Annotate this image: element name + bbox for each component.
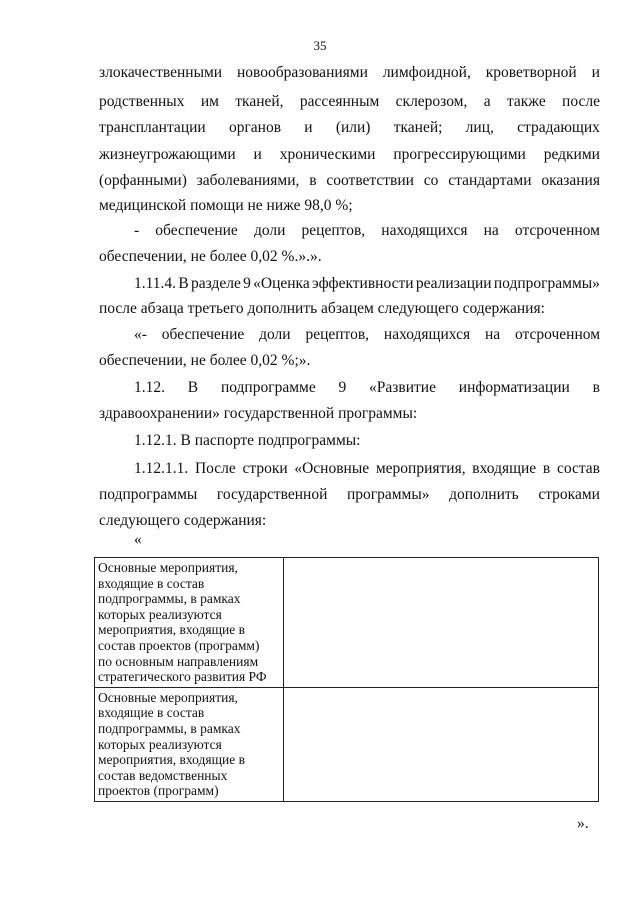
cell-text-line: подпрограммы, в рамках bbox=[98, 591, 241, 607]
text-word: мероприятия, bbox=[375, 460, 466, 477]
text-word: дополнить bbox=[449, 486, 519, 503]
text-word: «- bbox=[134, 326, 147, 343]
text-word: злокачественными bbox=[99, 64, 223, 81]
cell-text-line: мероприятия, входящие в bbox=[98, 752, 245, 768]
inserted-table bbox=[94, 557, 599, 802]
text-word: жизнеугрожающими bbox=[99, 146, 236, 163]
text-word: строками bbox=[538, 486, 600, 503]
text-line bbox=[134, 326, 600, 344]
text-word: состав bbox=[556, 460, 600, 477]
text-word: «Оценка bbox=[253, 275, 310, 292]
text-word: находящихся bbox=[383, 326, 471, 343]
text-word: рецептов, bbox=[305, 326, 370, 343]
text-word: 1.12. bbox=[134, 379, 165, 396]
text-word: медицинской помощи не ниже 98,0 %; bbox=[99, 197, 353, 214]
cell-text-line: входящие в состав bbox=[98, 575, 205, 591]
text-word: программы» bbox=[346, 486, 430, 503]
text-word: 1.12.1. В паспорте подпрограммы: bbox=[134, 432, 361, 449]
table-label-cell bbox=[95, 687, 284, 801]
text-word: 1.12.1.1. bbox=[134, 460, 189, 477]
quote-open-mark: « bbox=[134, 531, 142, 548]
cell-text-line: состав ведомственных bbox=[98, 767, 228, 783]
table-label-cell bbox=[95, 558, 284, 688]
text-word: рассеянным bbox=[299, 93, 380, 110]
cell-text-line: Основные мероприятия, bbox=[98, 560, 238, 575]
text-word: органов bbox=[228, 119, 282, 136]
text-word: стандартами bbox=[448, 172, 532, 189]
cell-text-line: мероприятия, входящие в bbox=[98, 622, 245, 638]
text-word: 1.11.4. bbox=[134, 275, 177, 292]
text-line bbox=[134, 222, 600, 240]
text-word: на bbox=[484, 326, 501, 343]
text-word: здравоохранении» государственной программы: bbox=[99, 405, 418, 422]
text-word: родственных bbox=[99, 93, 185, 110]
cell-text-line: входящие в состав bbox=[98, 705, 205, 721]
text-word: со bbox=[423, 172, 439, 189]
text-word: кроветворной bbox=[485, 64, 577, 81]
text-word: входящие bbox=[472, 460, 537, 477]
cell-text-line: которых реализуются bbox=[98, 736, 222, 752]
text-word: в bbox=[309, 172, 317, 189]
text-line bbox=[99, 119, 600, 137]
text-line bbox=[134, 460, 600, 478]
text-word: «Развитие bbox=[369, 379, 436, 396]
text-word: отсроченном bbox=[514, 326, 600, 343]
text-word: также bbox=[506, 93, 546, 110]
text-line bbox=[99, 512, 600, 530]
text-word: находящихся bbox=[381, 222, 468, 239]
table-row bbox=[95, 687, 599, 801]
text-word: государственной bbox=[216, 486, 328, 503]
text-line bbox=[99, 64, 600, 82]
text-line bbox=[99, 300, 600, 318]
text-word: обеспечении, не более 0,02 %;». bbox=[99, 352, 311, 369]
text-word: подпрограммы bbox=[99, 486, 198, 503]
text-word: информатизации bbox=[458, 379, 570, 396]
cell-text-line: состав проектов (программ) bbox=[98, 637, 260, 653]
text-word: оказания bbox=[541, 172, 600, 189]
page-number: 35 bbox=[313, 38, 327, 53]
text-word: 9 bbox=[338, 379, 347, 396]
text-line bbox=[134, 432, 600, 450]
text-word: после bbox=[562, 93, 600, 110]
text-line bbox=[134, 275, 600, 293]
text-word: В bbox=[187, 379, 199, 396]
text-word: тканей; bbox=[393, 119, 443, 136]
cell-text-line: Основные мероприятия, bbox=[98, 689, 238, 705]
text-word: им bbox=[200, 93, 219, 110]
text-line bbox=[99, 486, 600, 504]
cell-text-line: по основным направлениям bbox=[98, 653, 259, 669]
text-word: соответствии bbox=[326, 172, 414, 189]
text-word: и bbox=[253, 146, 262, 163]
text-word: После bbox=[194, 460, 236, 477]
text-word: обеспечение bbox=[155, 222, 238, 239]
text-line bbox=[99, 248, 600, 266]
text-line bbox=[134, 379, 600, 397]
text-word: редкими bbox=[543, 146, 600, 163]
text-word: 9 bbox=[243, 275, 251, 292]
text-word: строки bbox=[242, 460, 288, 477]
text-word: следующего содержания: bbox=[99, 512, 267, 529]
text-word: склерозом, bbox=[395, 93, 468, 110]
text-word: В bbox=[178, 275, 189, 292]
text-line bbox=[99, 93, 600, 111]
cell-text-line: проектов (программ) bbox=[98, 783, 219, 799]
cell-text-line: подпрограммы, в рамках bbox=[98, 720, 241, 736]
text-word: в bbox=[592, 379, 600, 396]
text-word: подпрограмме bbox=[220, 379, 316, 396]
text-word: «Основные bbox=[294, 460, 370, 477]
text-line bbox=[99, 197, 600, 215]
text-word: (орфанными) bbox=[99, 172, 187, 189]
text-word: и bbox=[304, 119, 313, 136]
text-word: страдающих bbox=[517, 119, 600, 136]
text-word: обеспечении, не более 0,02 %.».». bbox=[99, 248, 322, 265]
text-word: доли bbox=[259, 326, 291, 343]
text-word: хроническими bbox=[279, 146, 376, 163]
text-word: лиц, bbox=[465, 119, 494, 136]
text-word: лимфоидной, bbox=[382, 64, 471, 81]
text-line bbox=[99, 352, 600, 370]
text-word: после абзаца третьего дополнить абзацем следующего содержания: bbox=[99, 300, 545, 317]
text-word: подпрограммы» bbox=[493, 275, 600, 292]
text-word: новообразованиями bbox=[237, 64, 368, 81]
table-row bbox=[95, 558, 599, 688]
text-word: в bbox=[542, 460, 551, 477]
text-line bbox=[99, 172, 600, 190]
text-word: тканей, bbox=[235, 93, 284, 110]
cell-text-line: стратегического развития РФ bbox=[98, 669, 267, 685]
text-word: на bbox=[483, 222, 499, 239]
text-word: заболеваниями, bbox=[196, 172, 300, 189]
table-value-cell bbox=[284, 558, 599, 688]
text-word: эффективности bbox=[312, 275, 414, 292]
table-value-cell bbox=[284, 687, 599, 801]
text-word: (или) bbox=[335, 119, 371, 136]
quote-close-mark: ». bbox=[577, 815, 589, 832]
text-word: и bbox=[591, 64, 600, 81]
text-word: доли bbox=[253, 222, 286, 239]
text-word: отсроченном bbox=[514, 222, 600, 239]
text-word: - bbox=[134, 222, 140, 239]
cell-text-line: которых реализуются bbox=[98, 606, 222, 622]
text-line bbox=[99, 405, 600, 423]
text-line bbox=[99, 146, 600, 164]
text-word: а bbox=[483, 93, 491, 110]
text-word: разделе bbox=[190, 275, 241, 292]
text-word: реализации bbox=[415, 275, 492, 292]
text-word: рецептов, bbox=[301, 222, 366, 239]
text-word: прогрессирующими bbox=[393, 146, 526, 163]
text-word: трансплантации bbox=[99, 119, 206, 136]
text-word: обеспечение bbox=[161, 326, 245, 343]
